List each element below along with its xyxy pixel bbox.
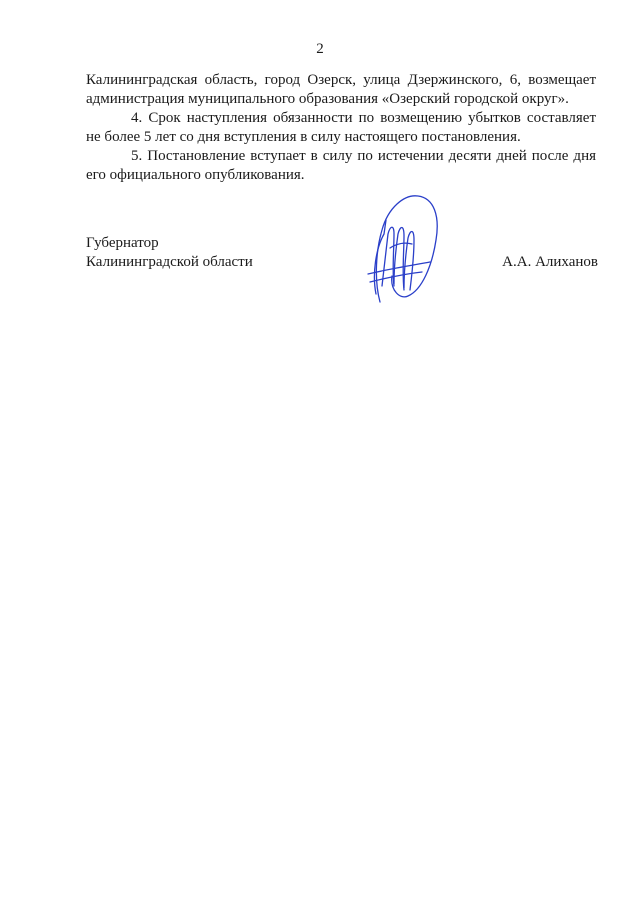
paragraph-continuation: Калининградская область, город Озерск, улица Дзержинского, 6, возмещает администрация муниципального образования «Озерский городской округ». [86,72,596,107]
signer-title-line2: Калининградской области [86,254,253,270]
handwritten-signature [360,190,442,306]
signer-title-line1: Губернатор [86,235,159,251]
paragraph-item-4: 4. Срок наступления обязанности по возмещению убытков составляет не более 5 лет со дня вступления в силу настоящего постановления. [86,110,596,145]
document-body [86,71,596,185]
page-number: 2 [316,41,324,57]
signature-block [86,234,598,272]
paragraph-item-5: 5. Постановление вступает в силу по истечении десяти дней после дня его официального опубликования. [86,148,596,183]
signer-name: А.А. Алиханов [502,254,598,270]
